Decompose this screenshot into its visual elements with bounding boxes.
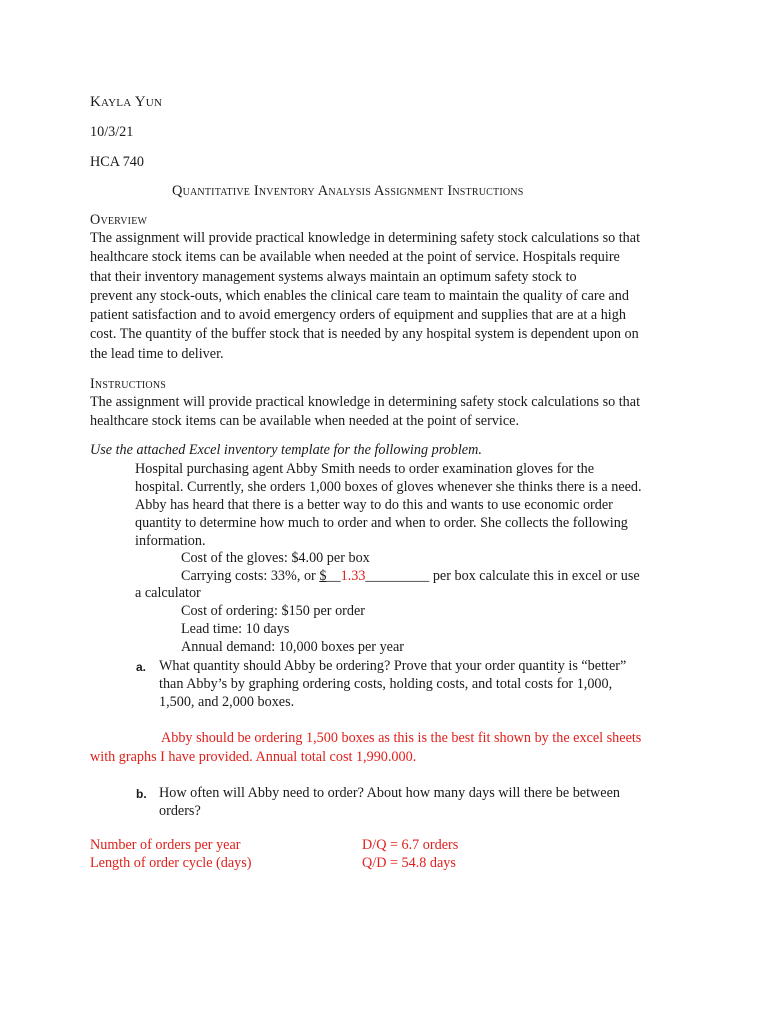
lead-time: Lead time: 10 days [181,621,290,637]
overview-paragraph [90,229,686,364]
overview-line: cost. The quantity of the buffer stock that is needed by any hospital system is dependent upon on [90,326,639,343]
carrying-costs [181,568,640,585]
document-title: Quantitative Inventory Analysis Assignment Instructions [172,183,524,199]
order-cycle-label: Length of order cycle (days) [90,855,252,871]
instructions-paragraph [90,393,686,432]
answer-a [90,729,686,768]
course-code: HCA 740 [90,154,144,170]
assignment-date: 10/3/21 [90,124,134,140]
carrying-dollar: $ [319,568,327,584]
overview-line: The assignment will provide practical knowledge in determining safety stock calculations so that [90,230,641,246]
instructions-line: healthcare stock items can be available when needed at the point of service. [90,413,519,430]
question-a [159,657,626,711]
question-a-line: 1,500, and 2,000 boxes. [159,694,295,710]
carrying-blank: _________ [365,568,430,584]
instructions-line: The assignment will provide practical knowledge in determining safety stock calculations so that [90,394,641,410]
carrying-prefix: Carrying costs: 33%, or [181,568,320,584]
orders-per-year-label: Number of orders per year [90,837,241,853]
overview-line: that their inventory management systems always maintain an optimum safety stock to [90,268,577,285]
question-b-line: orders? [159,803,201,819]
cost-gloves: Cost of the gloves: $4.00 per box [181,550,370,566]
carrying-gap: __ [326,568,341,584]
order-cycle-value: Q/D = 54.8 days [362,855,456,871]
answer-a-line: Abby should be ordering 1,500 boxes as this is the best fit shown by the excel sheets [161,730,642,746]
instructions-heading: Instructions [90,376,167,392]
carrying-wrap: a calculator [135,585,201,601]
question-a-line: than Abby’s by graphing ordering costs, holding costs, and total costs for 1,000, [159,676,613,692]
overview-line: healthcare stock items can be available when needed at the point of service. Hospitals require [90,249,620,266]
problem-line: information. [135,533,206,549]
overview-heading: Overview [90,212,148,228]
carrying-suffix: per box calculate this in excel or use [429,568,640,584]
question-b [159,784,620,820]
question-b-marker: b. [136,787,147,801]
question-a-marker: a. [136,660,147,674]
overview-line: prevent any stock-outs, which enables the clinical care team to maintain the quality of care and [90,287,629,304]
problem-line: Hospital purchasing agent Abby Smith needs to order examination gloves for the [135,461,595,477]
carrying-value: 1.33 [340,568,366,584]
annual-demand: Annual demand: 10,000 boxes per year [181,639,404,655]
author-name: Kayla Yun [90,94,163,110]
template-note: Use the attached Excel inventory template for the following problem. [90,442,482,458]
answer-a-line: with graphs I have provided. Annual total cost 1,990.000. [90,749,417,766]
problem-line: quantity to determine how much to order and when to order. She collects the following [135,515,628,531]
overview-line: patient satisfaction and to avoid emergency orders of equipment and supplies that are at a high [90,307,626,324]
orders-per-year-value: D/Q = 6.7 orders [362,837,459,853]
question-a-line: What quantity should Abby be ordering? Prove that your order quantity is “better” [159,658,627,674]
problem-line: Abby has heard that there is a better way to do this and wants to use economic order [135,497,613,513]
overview-line: the lead time to deliver. [90,345,224,362]
problem-statement [135,460,642,550]
problem-line: hospital. Currently, she orders 1,000 boxes of gloves whenever she thinks there is a need. [135,479,642,495]
cost-ordering: Cost of ordering: $150 per order [181,603,366,619]
question-b-line: How often will Abby need to order? About how many days will there be between [159,785,620,801]
